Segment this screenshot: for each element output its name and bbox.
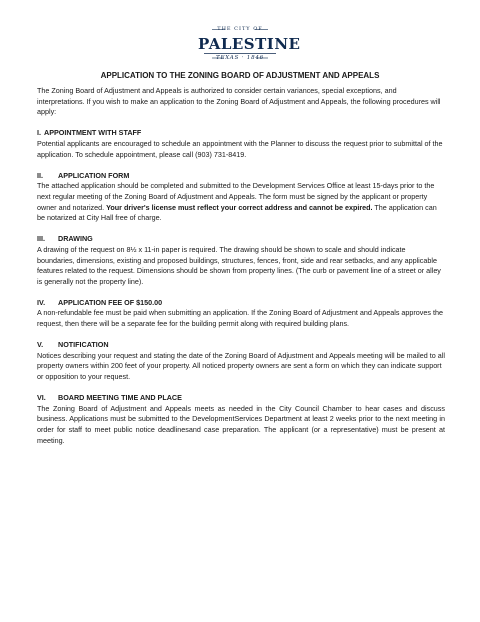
section-heading: [37, 393, 445, 404]
section-heading: [37, 234, 445, 245]
document-body: [37, 86, 445, 457]
section-title: APPOINTMENT WITH STAFF: [44, 128, 142, 138]
section-text: Notices describing your request and stating the date of the Zoning Board of Adjustment and Appeals meeting will be mailed to all property owners within 200 feet of your property. All noticed property owners are sent a form on which they can indicate support or opposition to your request.: [37, 350, 445, 382]
city-logo: [198, 26, 301, 68]
section-text-lead: The attached application should be completed and submitted to the Development Services Office at least 15-days prior to the next regular meeting of the Zoning Board of Adjustment and Appeals. The form must be signed by the applicant or property owner and notarized.: [37, 181, 435, 212]
logo-name: PALESTINE: [198, 35, 301, 53]
section-heading: [37, 128, 445, 139]
section-application-form: [37, 171, 445, 224]
intro-paragraph: The Zoning Board of Adjustment and Appeals is authorized to consider certain variances, special exceptions, and interpretations. If you wish to make an application to the Zoning Board of Adjustment and Appeals, the following procedures will apply:: [37, 86, 441, 117]
section-text: [37, 181, 445, 223]
section-number: III.: [37, 234, 45, 244]
logo-top-text: THE CITY OF: [217, 26, 263, 32]
section-title: NOTIFICATION: [58, 340, 109, 350]
section-number: V.: [37, 340, 44, 350]
section-title: BOARD MEETING TIME AND PLACE: [58, 393, 182, 403]
section-text-tail: The application can be notarized at City Hall free of charge.: [37, 202, 437, 223]
section-number: II.: [37, 170, 43, 180]
section-text: Potential applicants are encouraged to schedule an appointment with the Planner to discuss the request prior to submittal of the application. To schedule appointment, please call (903) 731-8419.: [37, 138, 443, 159]
section-number: IV.: [37, 297, 46, 307]
section-notification: [37, 340, 445, 382]
section-board-meeting: [37, 393, 445, 446]
section-title: APPLICATION FEE OF $150.00: [58, 297, 163, 307]
section-application-fee: [37, 298, 445, 330]
section-heading: [37, 340, 445, 351]
section-drawing: [37, 234, 445, 287]
section-heading: [37, 171, 445, 182]
section-appointment: [37, 128, 445, 160]
section-text: The Zoning Board of Adjustment and Appeals meets as needed in the City Council Chamber to hear cases and discuss business. Applications must be submitted to the DevelopmentServices Department at least 2 weeks prior to the next meeting in order for staff to meet public notice deadlinesand case preparation. The applicant (or a representative) must be present at meeting.: [37, 403, 445, 445]
logo-bottom-text: TEXAS · 1846: [216, 55, 264, 61]
license-requirement: Your driver's license must reflect your correct address and cannot be expired.: [106, 202, 373, 212]
section-heading: [37, 298, 445, 309]
section-text: A non-refundable fee must be paid when submitting an application. If the Zoning Board of Adjustment and Appeals approves the request, then there will be a separate fee for the building permit along with required building plans.: [37, 308, 443, 329]
section-title: APPLICATION FORM: [58, 170, 130, 180]
section-number: VI.: [37, 393, 46, 403]
section-number: I.: [37, 128, 41, 138]
section-text: A drawing of the request on 8½ x 11-in paper is required. The drawing should be shown to scale and should indicate boundaries, dimensions, existing and proposed buildings, structures, fences, front, side and rear setbacks, and any applicable features related to the request. Dimensions should be shown from property lines. (The curb or pavement line of a street or alley is generally not the property line).: [37, 244, 441, 286]
section-title: DRAWING: [58, 234, 93, 244]
document-title: APPLICATION TO THE ZONING BOARD OF ADJUSTMENT AND APPEALS: [100, 71, 380, 80]
